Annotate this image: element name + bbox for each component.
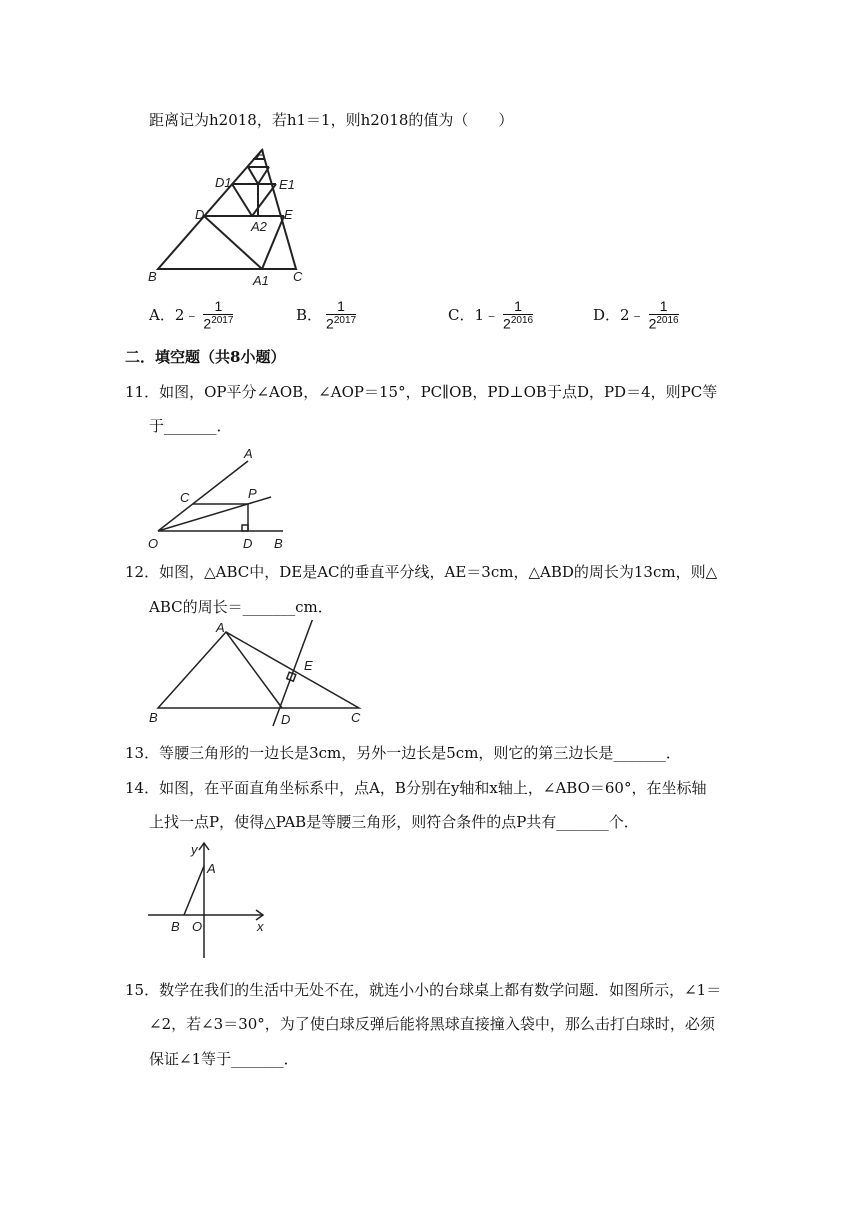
q10-figure xyxy=(145,145,315,290)
q15-line-3: 保证∠1等于_______． xyxy=(149,1050,299,1068)
q14-line-2: 上找一点P，使得△PAB是等腰三角形，则符合条件的点P共有_______个． xyxy=(149,813,639,831)
q12-line-1: 12．如图，△ABC中，DE是AC的垂直平分线，AE＝3cm，△ABD的周长为13cm，则△ xyxy=(125,563,718,581)
fig-label-E1: E1 xyxy=(279,177,295,192)
q12-figure xyxy=(143,620,373,730)
fraction-denominator: $2^{2016}$ xyxy=(648,315,679,332)
fig-label-y: y xyxy=(191,842,198,857)
fig-label-D: D xyxy=(243,536,253,551)
fig-label-C: C xyxy=(180,490,190,505)
choice-letter: D． xyxy=(593,306,621,325)
q11-line-1: 11．如图，OP平分∠AOB，∠AOP＝15°，PC∥OB，PD⊥OB于点D，PD＝4，则PC等 xyxy=(125,383,718,401)
fig-label-O: O xyxy=(192,919,203,934)
fraction-denominator: $2^{2017}$ xyxy=(203,315,234,332)
fig-label-A: A xyxy=(244,446,253,461)
q14-figure xyxy=(145,838,275,963)
q13-line-1: 13．等腰三角形的一边长是3cm，另外一边长是5cm，则它的第三边长是_______． xyxy=(125,744,681,762)
choice-d xyxy=(593,298,679,332)
choice-a xyxy=(149,298,233,332)
fig-label-A: A xyxy=(216,620,225,635)
fraction-numerator: 1 xyxy=(514,298,522,314)
section-title: 二．填空题（共8小题） xyxy=(125,348,286,366)
q14-line-1: 14．如图，在平面直角坐标系中，点A，B分别在y轴和x轴上，∠ABO＝60°，在坐标轴 xyxy=(125,779,707,797)
fig-label-O: O xyxy=(148,536,159,551)
fig-label-A2: A2 xyxy=(251,219,267,234)
fraction xyxy=(503,298,533,332)
choice-letter: A． xyxy=(149,306,175,325)
fig-label-E: E xyxy=(284,207,293,222)
fig-label-D: D xyxy=(195,207,205,222)
choice-c xyxy=(448,298,533,332)
choice-b xyxy=(296,298,356,332)
choice-prefix: 1﹣ xyxy=(474,306,500,325)
fig-label-A1: A1 xyxy=(253,273,269,288)
fraction-numerator: 1 xyxy=(214,298,223,314)
q11-line-2: 于_______． xyxy=(149,417,232,435)
fig-label-A: A xyxy=(207,861,216,876)
q15-line-2: ∠2，若∠3＝30°，为了使白球反弹后能将黑球直接撞入袋中，那么击打白球时，必须 xyxy=(149,1015,715,1033)
fig-label-D: D xyxy=(281,712,291,727)
choice-prefix: 2﹣ xyxy=(174,306,200,325)
choice-prefix: 2﹣ xyxy=(620,306,645,325)
fraction-numerator: 1 xyxy=(337,298,345,314)
q11-figure xyxy=(143,442,293,554)
fig-label-A: A xyxy=(257,146,266,161)
fig-label-B: B xyxy=(274,536,283,551)
fig-label-B: B xyxy=(171,919,180,934)
choice-letter: B． xyxy=(296,306,323,325)
fraction-denominator: $2^{2017}$ xyxy=(326,315,357,332)
fig-label-x: x xyxy=(257,919,264,934)
fig-label-C: C xyxy=(293,269,303,284)
fraction xyxy=(649,298,679,332)
fraction-denominator: $2^{2016}$ xyxy=(503,315,534,332)
fig-label-B: B xyxy=(148,269,157,284)
fraction-numerator: 1 xyxy=(659,298,668,314)
fig-label-B: B xyxy=(149,710,158,725)
fig-label-D1: D1 xyxy=(215,175,232,190)
fig-label-E: E xyxy=(304,658,313,673)
q12-line-2: ABC的周长＝_______cm． xyxy=(149,598,333,616)
fig-label-P: P xyxy=(248,486,257,501)
fig-label-C: C xyxy=(351,710,361,725)
fraction xyxy=(203,298,233,332)
q15-line-1: 15．数学在我们的生活中无处不在，就连小小的台球桌上都有数学问题．如图所示，∠1＝ xyxy=(125,981,722,999)
q10-text-line: 距离记为h2018，若h1＝1，则h2018的值为（ ） xyxy=(149,111,514,129)
choice-letter: C． xyxy=(448,306,475,325)
fraction xyxy=(326,298,356,332)
